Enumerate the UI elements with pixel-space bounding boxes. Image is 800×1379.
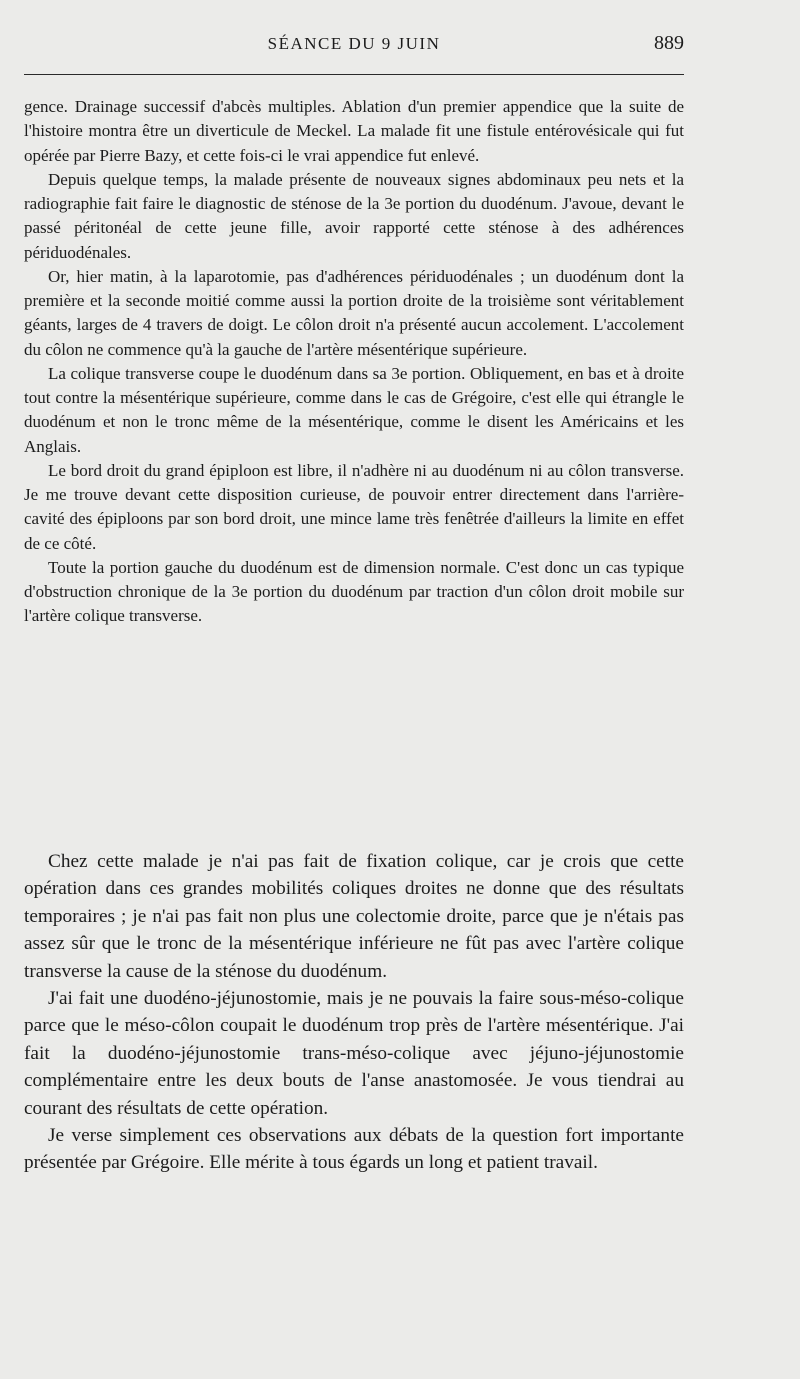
paragraph: Chez cette malade je n'ai pas fait de fixation colique, car je crois que cette opération dans ces grandes mobilités coliques droites ne donne que des résultats temporaires ; je n'ai pas fait non plus une colectomie droite, parce que je n'étais pas assez sûr que le tronc de la mésentérique inférieure ne fût pas avec l'artère colique transverse la cause de la sténose du duodénum. bbox=[24, 851, 684, 982]
paragraph: La colique transverse coupe le duodénum dans sa 3e portion. Obliquement, en bas et à droite tout contre la mésentérique supérieure, comme dans le cas de Grégoire, c'est elle qui étrangle le duodénum et non le tronc même de la mésentérique, comme le disent les Américains et les Anglais. bbox=[24, 363, 684, 456]
running-title: SÉANCE DU 9 JUIN bbox=[267, 34, 441, 53]
body-text-large bbox=[24, 848, 684, 1177]
header-rule bbox=[24, 74, 684, 75]
paragraph: Or, hier matin, à la laparotomie, pas d'adhérences périduodénales ; un duodénum dont la première et la seconde moitié comme aussi la portion droite de la troisième sont véritablement géants, larges de 4 travers de doigt. Le côlon droit n'a présenté aucun accolement. L'accolement du côlon ne commence qu'à la gauche de l'artère mésentérique supérieure. bbox=[24, 266, 684, 359]
paragraph: Depuis quelque temps, la malade présente de nouveaux signes abdominaux peu nets et la radiographie fait faire le diagnostic de sténose de la 3e portion du duodénum. J'avoue, devant le passé péritonéal de cette jeune fille, avoir rapporté cette sténose à des adhérences périduodénales. bbox=[24, 169, 684, 262]
paragraph: Je verse simplement ces observations aux débats de la question fort importante présentée par Grégoire. Elle mérite à tous égards un long et patient travail. bbox=[24, 1125, 684, 1174]
page-number: 889 bbox=[654, 32, 684, 54]
paragraph: J'ai fait une duodéno-jéjunostomie, mais je ne pouvais la faire sous-méso-colique parce que le méso-côlon coupait le duodénum trop près de l'artère mésentérique. J'ai fait la duodéno-jéjunostomie trans-méso-colique avec jéjuno-jéjunostomie complémentaire entre les deux bouts de l'anse anastomosée. Je vous tiendrai au courant des résultats de cette opération. bbox=[24, 988, 684, 1119]
body-text-small bbox=[24, 95, 684, 629]
running-head bbox=[24, 34, 684, 60]
paragraph: Le bord droit du grand épiploon est libre, il n'adhère ni au duodénum ni au côlon transverse. Je me trouve devant cette disposition curieuse, de pouvoir entrer directement dans l'arrière-cavité des épiploons par son bord droit, une mince lame très fenêtrée d'ailleurs la limite en effet de ce côté. bbox=[24, 460, 684, 553]
paragraph: gence. Drainage successif d'abcès multiples. Ablation d'un premier appendice que la suite de l'histoire montra être un diverticule de Meckel. La malade fit une fistule entérovésicale qui fut opérée par Pierre Bazy, et cette fois-ci le vrai appendice fut enlevé. bbox=[24, 97, 684, 165]
paragraph: Toute la portion gauche du duodénum est de dimension normale. C'est donc un cas typique d'obstruction chronique de la 3e portion du duodénum par traction d'un côlon droit mobile sur l'artère colique transverse. bbox=[24, 557, 684, 626]
